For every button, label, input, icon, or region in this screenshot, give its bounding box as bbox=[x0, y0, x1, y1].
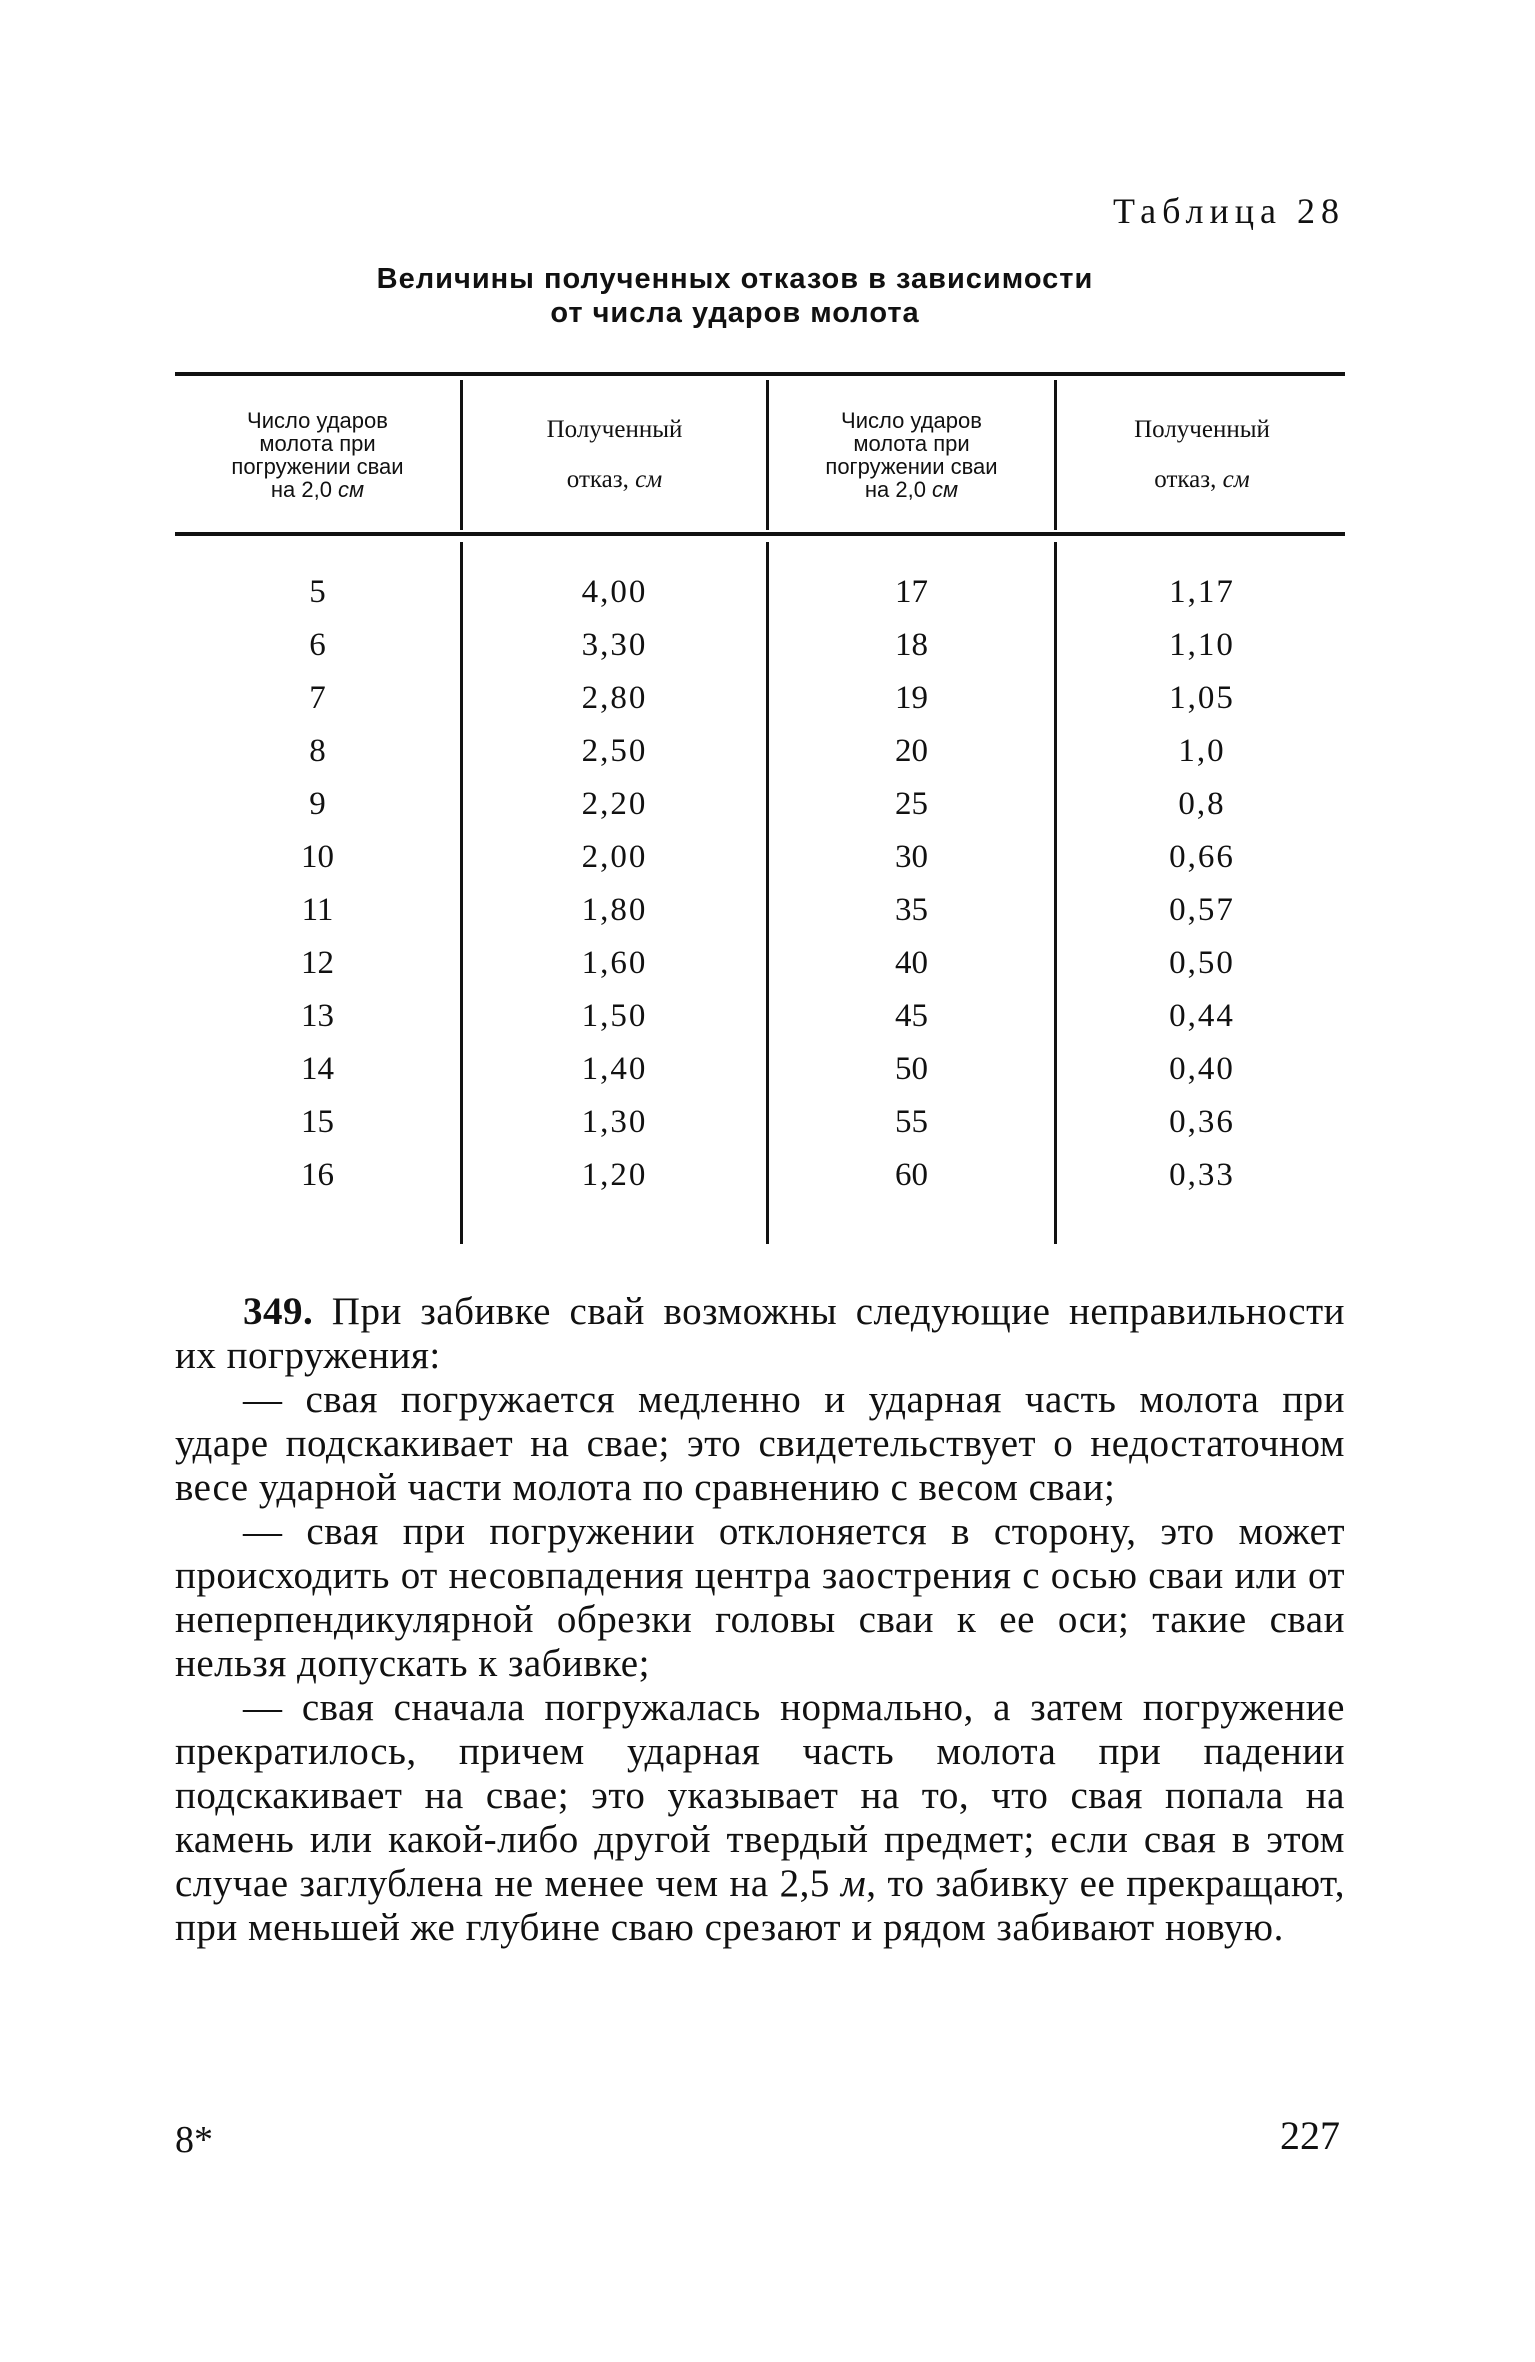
table-title-line-2: от числа ударов молота bbox=[550, 297, 920, 329]
table-cell: 55 bbox=[895, 1104, 928, 1140]
table-cell: 9 bbox=[309, 786, 326, 822]
column-blows-2 bbox=[769, 566, 1054, 1202]
table-cell: 0,44 bbox=[1169, 998, 1235, 1034]
column-header-blows-1: Число ударов молота при погружении сваи на 2,0 см bbox=[231, 408, 404, 502]
table-cell: 0,40 bbox=[1169, 1051, 1235, 1087]
table-cell: 10 bbox=[301, 839, 334, 875]
table-cell: 17 bbox=[895, 574, 928, 610]
table-cell: 1,17 bbox=[1169, 574, 1235, 610]
table-cell: 0,33 bbox=[1169, 1157, 1235, 1193]
column-header-blows-2: Число ударов молота при погружении сваи на 2,0 см bbox=[825, 408, 998, 502]
table-cell: 12 bbox=[301, 945, 334, 981]
table-cell: 20 bbox=[895, 733, 928, 769]
paragraph-item-1: — свая погружается медленно и ударная часть молота при ударе подскакивает на свае; это свидетельствует о недостаточном весе ударной части молота по сравнению с весом сваи; bbox=[175, 1378, 1345, 1509]
table-cell: 25 bbox=[895, 786, 928, 822]
table-cell: 1,40 bbox=[581, 1051, 648, 1087]
table-label: Таблица 28 bbox=[1113, 191, 1345, 231]
table-cell: 1,05 bbox=[1169, 680, 1235, 716]
table-cell: 0,66 bbox=[1169, 839, 1235, 875]
table-cell: 1,60 bbox=[581, 945, 648, 981]
table-title bbox=[330, 262, 1140, 330]
table-cell: 50 bbox=[895, 1051, 928, 1087]
table-cell: 3,30 bbox=[581, 627, 648, 663]
table-cell: 2,20 bbox=[581, 786, 648, 822]
table-cell: 1,20 bbox=[581, 1157, 648, 1193]
table-cell: 1,50 bbox=[581, 998, 648, 1034]
column-header-refusal-2: Полученный отказ, см bbox=[1134, 416, 1270, 493]
table-cell: 2,50 bbox=[581, 733, 648, 769]
table-cell: 11 bbox=[301, 892, 334, 928]
table-cell: 0,57 bbox=[1169, 892, 1235, 928]
table-cell: 16 bbox=[301, 1157, 334, 1193]
table-cell: 1,30 bbox=[581, 1104, 648, 1140]
table-cell: 40 bbox=[895, 945, 928, 981]
table-cell: 2,80 bbox=[581, 680, 648, 716]
body-text bbox=[175, 1290, 1345, 1950]
table-cell: 35 bbox=[895, 892, 928, 928]
table-cell: 45 bbox=[895, 998, 928, 1034]
table-cell: 1,10 bbox=[1169, 627, 1235, 663]
table-cell: 7 bbox=[309, 680, 326, 716]
table-cell: 5 bbox=[309, 574, 326, 610]
paragraph-item-3: — свая сначала погружалась нормально, а затем погружение прекратилось, причем ударная часть молота при падении подскакивает на свае; это указывает на то, что свая попала на камень или какой-либо другой твердый предмет; если свая в этом случае заглублена не менее чем на 2,5 м, то забивку ее прекращают, при меньшей же глубине сваю срезают и рядом забивают новую. bbox=[175, 1686, 1345, 1949]
table-cell: 1,0 bbox=[1178, 733, 1226, 769]
table-cell: 1,80 bbox=[581, 892, 648, 928]
table-cell: 15 bbox=[301, 1104, 334, 1140]
table-cell: 4,00 bbox=[581, 574, 648, 610]
column-refusal-2 bbox=[1057, 566, 1347, 1202]
table-cell: 0,36 bbox=[1169, 1104, 1235, 1140]
table-cell: 0,50 bbox=[1169, 945, 1235, 981]
table-cell: 13 bbox=[301, 998, 334, 1034]
column-header-refusal-1: Полученный отказ, см bbox=[546, 416, 683, 493]
table-cell: 0,8 bbox=[1178, 786, 1226, 822]
table-cell: 60 bbox=[895, 1157, 928, 1193]
table-cell: 19 bbox=[895, 680, 928, 716]
section-number: 349. bbox=[243, 1290, 314, 1333]
table-cell: 18 bbox=[895, 627, 928, 663]
table-cell: 14 bbox=[301, 1051, 334, 1087]
table-header-rule bbox=[175, 532, 1345, 536]
signature-mark: 8* bbox=[175, 2119, 213, 2161]
table-cell: 8 bbox=[309, 733, 326, 769]
column-blows-1 bbox=[175, 566, 460, 1202]
table-top-rule bbox=[175, 372, 1345, 376]
table-cell: 30 bbox=[895, 839, 928, 875]
page-number: 227 bbox=[1280, 2113, 1340, 2158]
table-title-line-1: Величины полученных отказов в зависимости bbox=[376, 263, 1094, 295]
table-cell: 2,00 bbox=[581, 839, 648, 875]
table-cell: 6 bbox=[309, 627, 326, 663]
paragraph-349: 349. При забивке свай возможны следующие неправильности их погружения: bbox=[175, 1290, 1345, 1377]
paragraph-item-2: — свая при погружении отклоняется в сторону, это может происходить от несовпадения центра заострения с осью сваи или от неперпендикулярной обрезки головы сваи к ее оси; такие сваи нельзя допускать к забивке; bbox=[175, 1510, 1345, 1685]
column-refusal-1 bbox=[463, 566, 766, 1202]
